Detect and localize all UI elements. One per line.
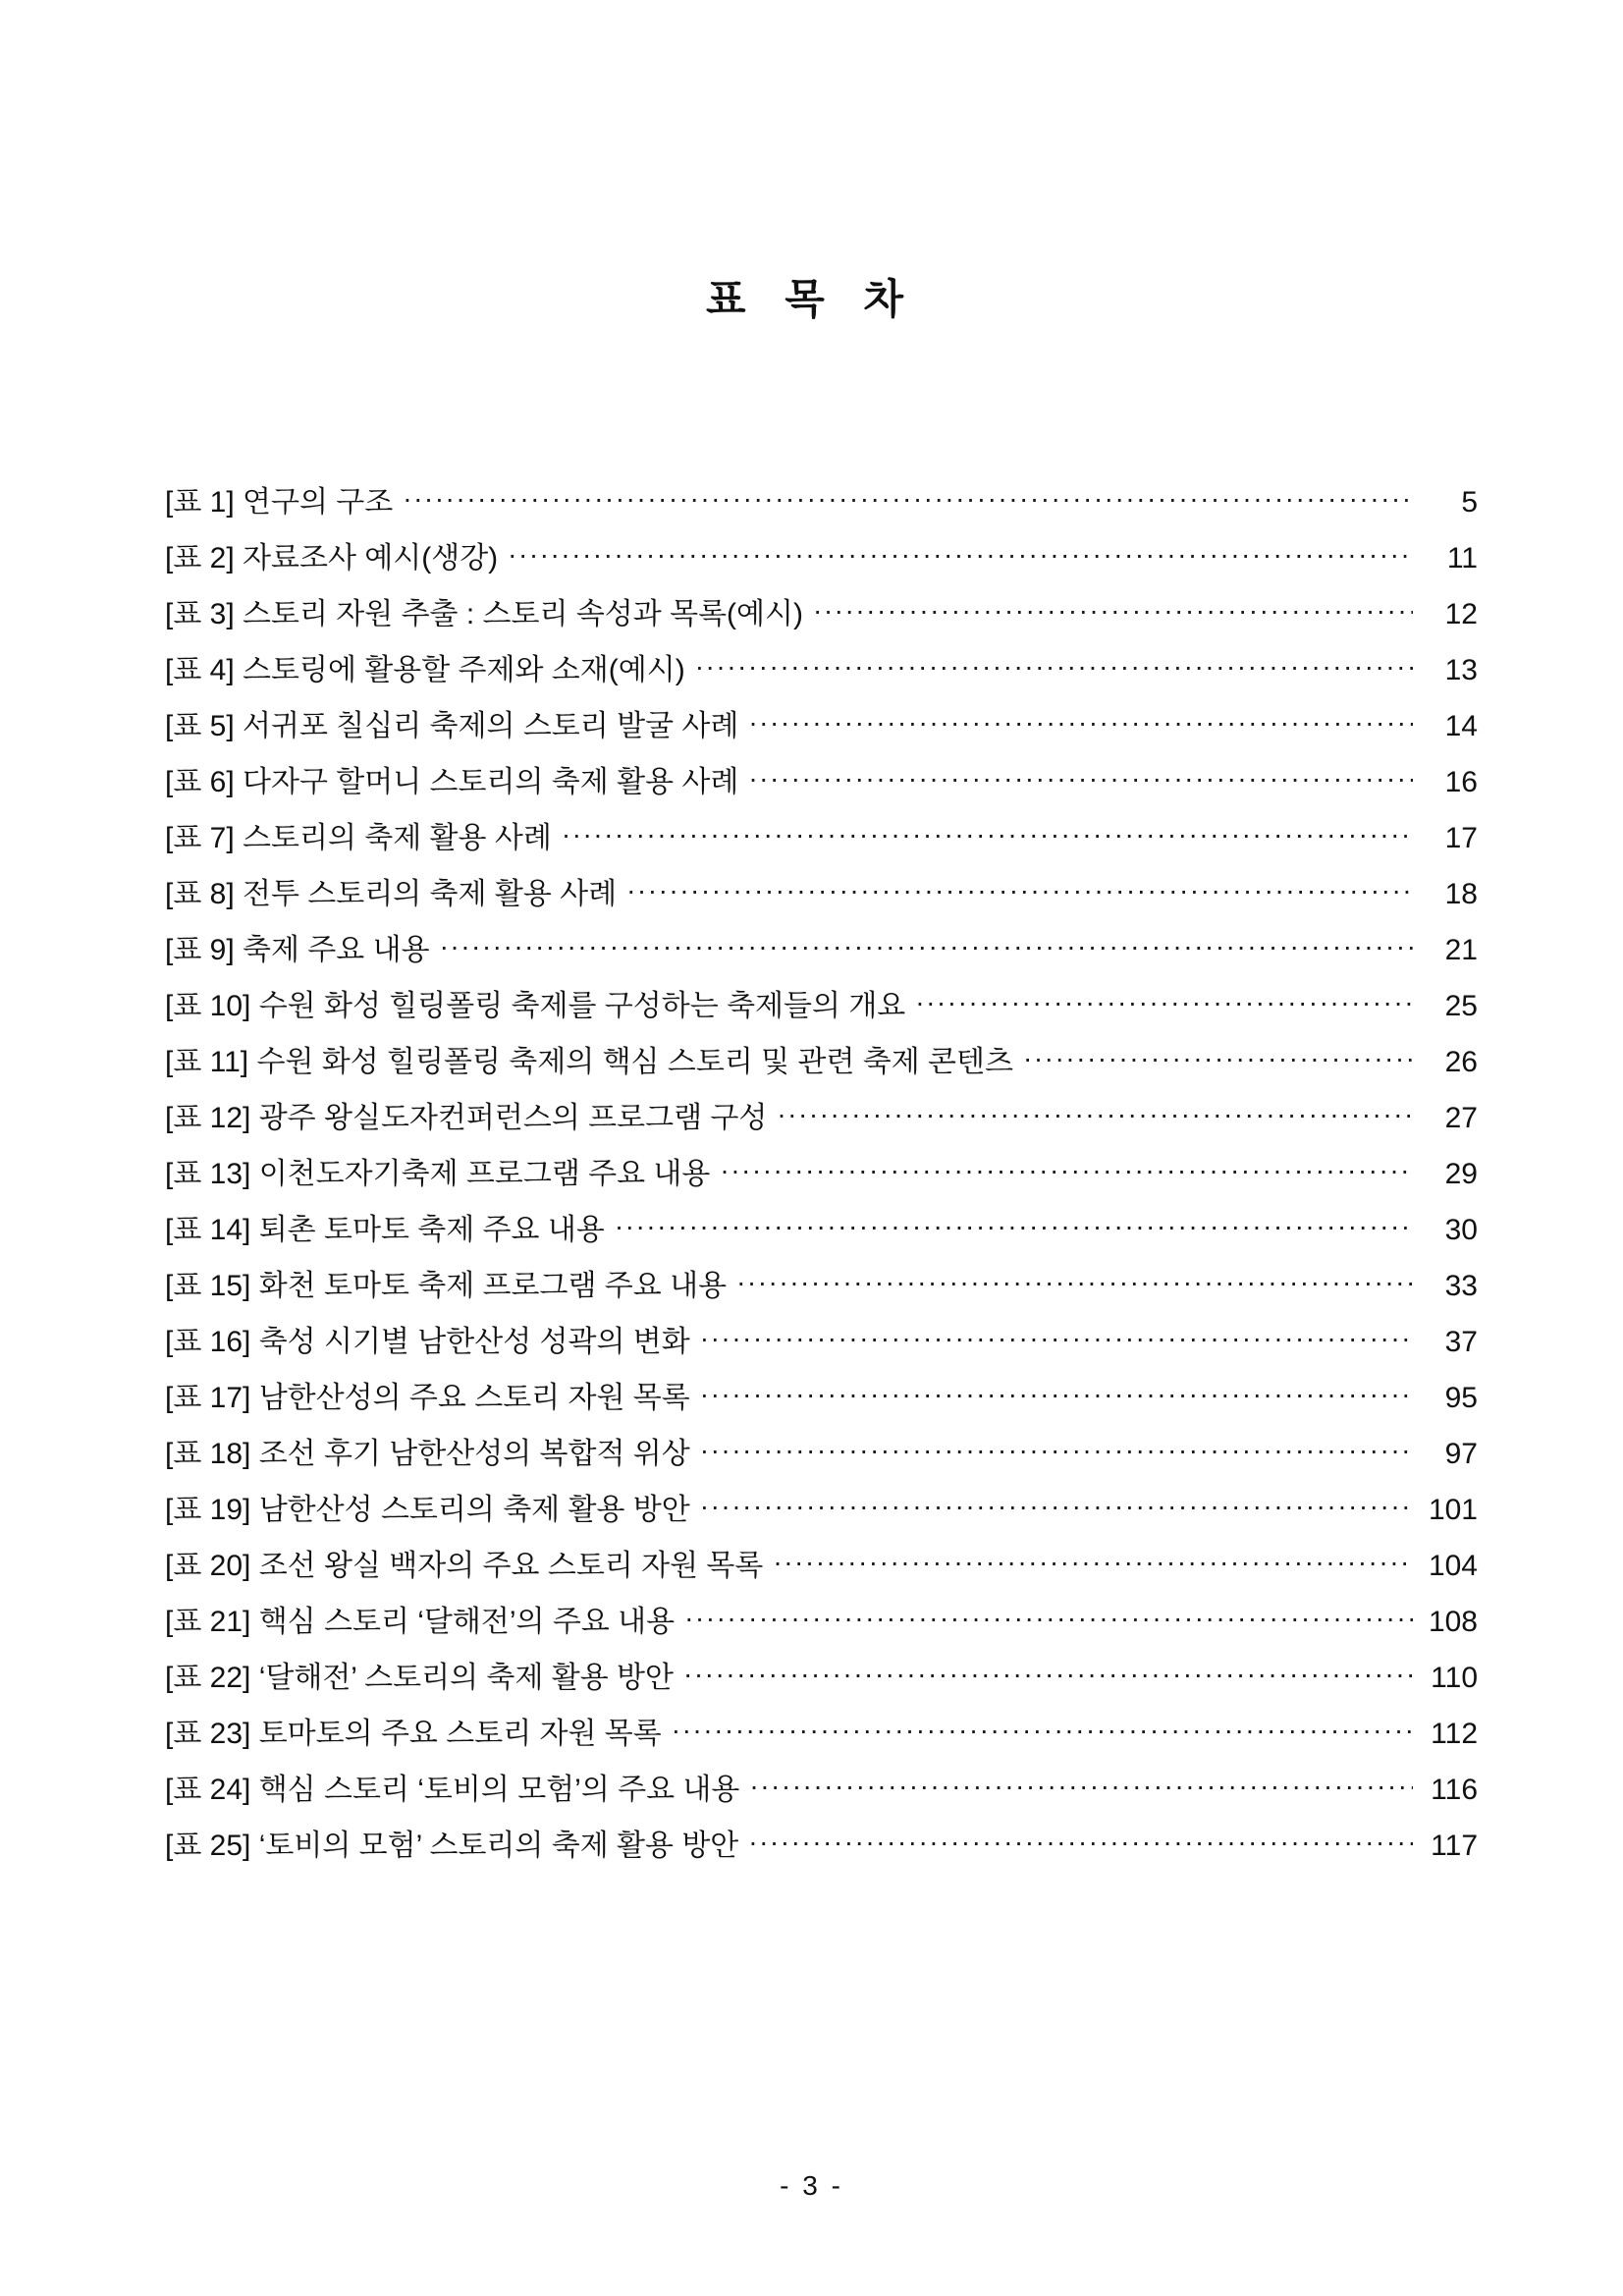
- toc-entry[interactable]: [165, 1021, 1478, 1077]
- toc-entry-label: [표 4] 스토링에 활용할 주제와 소재(예시): [165, 654, 685, 686]
- toc-entry[interactable]: [165, 1693, 1478, 1749]
- toc-entry-label: [표 1] 연구의 구조: [165, 486, 394, 519]
- toc-entry[interactable]: [165, 1133, 1478, 1189]
- toc-entry-page-number: 112: [1431, 1718, 1478, 1750]
- toc-entry-page-number: 116: [1431, 1774, 1478, 1806]
- toc-entry-page-number: 12: [1444, 598, 1478, 630]
- toc-leader-dots: [700, 1325, 1413, 1354]
- toc-leader-dots: [813, 597, 1413, 627]
- toc-entry[interactable]: [165, 685, 1478, 741]
- toc-entry[interactable]: [165, 518, 1478, 574]
- toc-leader-dots: [626, 877, 1413, 906]
- toc-entry-page-number: 25: [1444, 990, 1478, 1022]
- toc-entry[interactable]: [165, 462, 1478, 518]
- toc-entry-page-number: 37: [1444, 1326, 1478, 1358]
- toc-entry[interactable]: [165, 1245, 1478, 1301]
- toc-leader-dots: [720, 1157, 1413, 1186]
- toc-leader-dots: [700, 1437, 1413, 1466]
- toc-entry[interactable]: [165, 1077, 1478, 1133]
- toc-entry[interactable]: [165, 1581, 1478, 1637]
- toc-leader-dots: [736, 1269, 1413, 1298]
- toc-entry[interactable]: [165, 1413, 1478, 1469]
- toc-entry-label: [표 13] 이천도자기축제 프로그램 주요 내용: [165, 1158, 711, 1190]
- toc-leader-dots: [684, 1605, 1413, 1634]
- toc-leader-dots: [700, 1493, 1413, 1522]
- toc-entry-label: [표 3] 스토리 자원 추출 : 스토리 속성과 목록(예시): [165, 598, 803, 630]
- toc-leader-dots: [773, 1549, 1413, 1578]
- toc-entry-page-number: 17: [1444, 822, 1478, 854]
- page-title: 표 목 차: [705, 276, 918, 322]
- toc-entry-label: [표 8] 전투 스토리의 축제 활용 사례: [165, 878, 618, 910]
- toc-entry-label: [표 11] 수원 화성 힐링폴링 축제의 핵심 스토리 및 관련 축제 콘텐츠: [165, 1046, 1013, 1078]
- toc-entry[interactable]: [165, 629, 1478, 685]
- toc-entry[interactable]: [165, 909, 1478, 965]
- toc-entry[interactable]: [165, 853, 1478, 909]
- toc-leader-dots: [1023, 1045, 1413, 1074]
- toc-leader-dots: [749, 1773, 1413, 1802]
- toc-entry-label: [표 22] ‘달해전’ 스토리의 축제 활용 방안: [165, 1662, 674, 1694]
- toc-entry[interactable]: [165, 1357, 1478, 1413]
- toc-leader-dots: [915, 989, 1413, 1018]
- toc-entry-page-number: 16: [1444, 766, 1478, 798]
- toc-entry-page-number: 117: [1431, 1830, 1478, 1862]
- toc-entry-page-number: 13: [1444, 654, 1478, 686]
- toc-entry-label: [표 24] 핵심 스토리 ‘토비의 모험’의 주요 내용: [165, 1774, 740, 1806]
- toc-entry[interactable]: [165, 1749, 1478, 1805]
- toc-entry[interactable]: [165, 1469, 1478, 1525]
- toc-entry-label: [표 14] 퇴촌 토마토 축제 주요 내용: [165, 1214, 605, 1246]
- table-of-contents: [165, 462, 1478, 1861]
- toc-entry[interactable]: [165, 965, 1478, 1021]
- toc-entry-page-number: 18: [1444, 878, 1478, 910]
- toc-entry[interactable]: [165, 797, 1478, 853]
- toc-entry-label: [표 2] 자료조사 예시(생강): [165, 542, 499, 574]
- toc-leader-dots: [748, 709, 1413, 738]
- toc-entry[interactable]: [165, 1637, 1478, 1693]
- toc-entry-label: [표 16] 축성 시기별 남한산성 성곽의 변화: [165, 1326, 690, 1358]
- toc-entry-page-number: 26: [1444, 1046, 1478, 1078]
- toc-leader-dots: [562, 821, 1413, 850]
- toc-entry-label: [표 20] 조선 왕실 백자의 주요 스토리 자원 목록: [165, 1550, 764, 1582]
- toc-entry-label: [표 10] 수원 화성 힐링폴링 축제를 구성하는 축제들의 개요: [165, 990, 906, 1022]
- toc-leader-dots: [700, 1381, 1413, 1410]
- toc-entry-label: [표 7] 스토리의 축제 활용 사례: [165, 822, 552, 854]
- toc-leader-dots: [748, 1829, 1413, 1858]
- toc-entry-label: [표 23] 토마토의 주요 스토리 자원 목록: [165, 1718, 662, 1750]
- toc-leader-dots: [440, 933, 1413, 962]
- toc-entry[interactable]: [165, 1525, 1478, 1581]
- toc-entry-label: [표 5] 서귀포 칠십리 축제의 스토리 발굴 사례: [165, 710, 739, 742]
- toc-entry-page-number: 101: [1428, 1494, 1478, 1526]
- toc-entry-page-number: 110: [1431, 1662, 1478, 1694]
- toc-leader-dots: [508, 541, 1413, 571]
- toc-entry-label: [표 9] 축제 주요 내용: [165, 934, 430, 966]
- toc-entry-label: [표 6] 다자구 할머니 스토리의 축제 활용 사례: [165, 766, 739, 798]
- toc-entry-page-number: 21: [1444, 934, 1478, 966]
- toc-entry-page-number: 95: [1444, 1382, 1478, 1414]
- toc-entry-label: [표 25] ‘토비의 모험’ 스토리의 축제 활용 방안: [165, 1830, 739, 1862]
- toc-entry[interactable]: [165, 574, 1478, 629]
- toc-entry-label: [표 21] 핵심 스토리 ‘달해전’의 주요 내용: [165, 1606, 676, 1638]
- toc-entry[interactable]: [165, 1301, 1478, 1357]
- toc-entry-label: [표 15] 화천 토마토 축제 프로그램 주요 내용: [165, 1270, 728, 1302]
- toc-entry-label: [표 19] 남한산성 스토리의 축제 활용 방안: [165, 1494, 690, 1526]
- toc-entry-page-number: 11: [1446, 542, 1478, 574]
- toc-entry-page-number: 97: [1444, 1438, 1478, 1470]
- toc-entry[interactable]: [165, 1189, 1478, 1245]
- toc-leader-dots: [672, 1717, 1413, 1746]
- toc-entry[interactable]: [165, 741, 1478, 797]
- toc-entry[interactable]: [165, 1805, 1478, 1861]
- toc-entry-label: [표 17] 남한산성의 주요 스토리 자원 목록: [165, 1382, 690, 1414]
- toc-leader-dots: [748, 765, 1413, 794]
- toc-entry-page-number: 5: [1461, 486, 1478, 519]
- toc-leader-dots: [777, 1101, 1413, 1130]
- toc-leader-dots: [403, 485, 1413, 515]
- toc-entry-page-number: 108: [1428, 1606, 1478, 1638]
- toc-leader-dots: [683, 1661, 1413, 1690]
- toc-entry-page-number: 29: [1444, 1158, 1478, 1190]
- toc-entry-label: [표 18] 조선 후기 남한산성의 복합적 위상: [165, 1438, 690, 1470]
- toc-leader-dots: [695, 653, 1413, 683]
- page-footer: - 3 -: [780, 2170, 843, 2201]
- toc-entry-label: [표 12] 광주 왕실도자컨퍼런스의 프로그램 구성: [165, 1102, 768, 1134]
- toc-entry-page-number: 104: [1428, 1550, 1478, 1582]
- toc-entry-page-number: 33: [1444, 1270, 1478, 1302]
- toc-entry-page-number: 14: [1444, 710, 1478, 742]
- toc-leader-dots: [615, 1213, 1413, 1242]
- toc-entry-page-number: 30: [1444, 1214, 1478, 1246]
- toc-entry-page-number: 27: [1444, 1102, 1478, 1134]
